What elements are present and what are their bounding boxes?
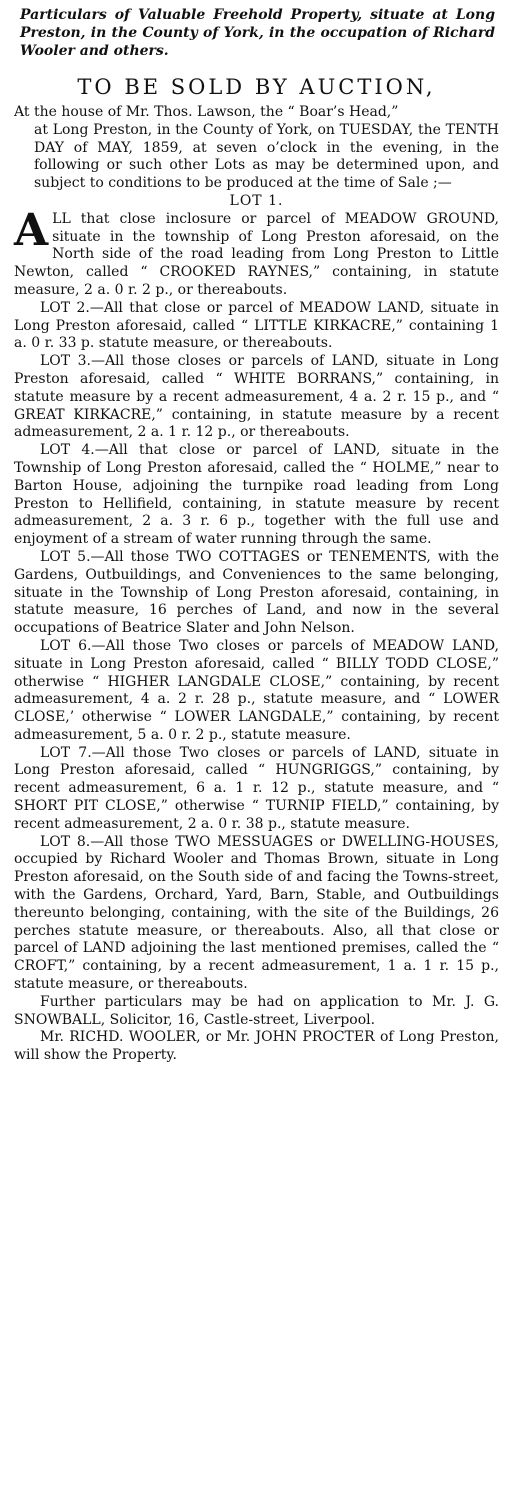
lot-4: LOT 4.—All that close or parcel of LAND, situate in the Township of Long Preston aforesaid, called the “ HOLME,” near to Barton House, adjoining the turnpike road leading from Long Preston to Hellifield, containing, in statute measure by recent admeasurement, 2 a. 3 r. 6 p., together with the full use and enjoyment of a stream of water running through the same. (14, 442, 499, 548)
lot-8: LOT 8.—All those TWO MESSUAGES or DWELLING-HOUSES, occupied by Richard Wooler and Thomas Brown, situate in Long Preston aforesaid, on the South side of and facing the Towns-street, with the Gardens, Orchard, Yard, Barn, Stable, and Outbuildings thereunto belonging, containing, with the site of the Buildings, 26 perches statute measure, or thereabouts. Also, all that close or parcel of LAND adjoining the last mentioned premises, called the “ CROFT,” containing, by a recent admeasurement, 1 a. 1 r. 15 p., statute measure, or thereabouts. (14, 833, 499, 993)
lot-6: LOT 6.—All those Two closes or parcels of MEADOW LAND, situate in Long Preston aforesaid, called “ BILLY TODD CLOSE,” otherwise “ HIGHER LANGDALE CLOSE,” containing, by recent admeasurement, 4 a. 2 r. 28 p., statute measure, and “ LOWER CLOSE,’ otherwise “ LOWER LANGDALE,” containing, by recent admeasurement, 5 a. 0 r. 2 p., statute measure. (14, 637, 499, 743)
lot-7: LOT 7.—All those Two closes or parcels of LAND, situate in Long Preston aforesaid, called “ HUNGRIGGS,” containing, by recent admeasurement, 6 a. 1 r. 12 p., statute measure, and “ SHORT PIT CLOSE,” otherwise “ TURNIP FIELD,” containing, by recent admeasurement, 2 a. 0 r. 38 p., statute measure. (14, 744, 499, 832)
lot-5: LOT 5.—All those TWO COTTAGES or TENEMENTS, with the Gardens, Outbuildings, and Conveniences to the same belonging, situate in the Township of Long Preston aforesaid, containing, in statute measure, 16 perches of Land, and now in the several occupations of Beatrice Slater and John Nelson. (14, 548, 499, 637)
intro-rest: at Long Preston, in the County of York, on TUESDAY, the TENTH DAY of MAY, 1859, at seven o’clock in the evening, in the following or such other Lots as may be determined upon, and subject to conditions to be produced at the time of Sale ;— (34, 121, 499, 192)
show-property-note: Mr. RICHD. WOOLER, or Mr. JOHN PROCTER of Long Preston, will show the Property. (14, 1029, 499, 1064)
lot-3: LOT 3.—All those closes or parcels of LAND, situate in Long Preston aforesaid, called “ WHITE BORRANS,” containing, in statute measure by a recent admeasurement, 4 a. 2 r. 15 p., and “ GREAT KIRKACRE,” containing, in statute measure by a recent admeasurement, 2 a. 1 r. 12 p., or thereabouts. (14, 353, 499, 441)
further-particulars: Further particulars may be had on application to Mr. J. G. SNOWBALL, Solicitor, 16, Castle-street, Liverpool. (14, 993, 499, 1028)
property-header: Particulars of Valuable Freehold Property, situate at Long Preston, in the County of York, in the occupation of Richard Wooler and others. (20, 7, 495, 59)
drop-cap: A (14, 204, 49, 256)
auction-intro (14, 104, 499, 193)
lot-1-heading: LOT 1. (229, 192, 284, 209)
intro-first-line: At the house of Mr. Thos. Lawson, the “ Boar’s Head,” (14, 104, 399, 120)
lot-1 (14, 204, 499, 300)
auction-headline: TO BE SOLD BY AUCTION, (77, 75, 436, 99)
lot-2: LOT 2.—All that close or parcel of MEADOW LAND, situate in Long Preston aforesaid, called “ LITTLE KIRKACRE,” containing 1 a. 0 r. 33 p. statute measure, or thereabouts. (14, 299, 499, 352)
lot-1-text: LL that close inclosure or parcel of MEADOW GROUND, situate in the township of Long Preston aforesaid, on the North side of the road leading from Long Preston to Little Newton, called “ CROOKED RAYNES,” containing, in statute measure, 2 a. 0 r. 2 p., or thereabouts. (14, 210, 499, 298)
